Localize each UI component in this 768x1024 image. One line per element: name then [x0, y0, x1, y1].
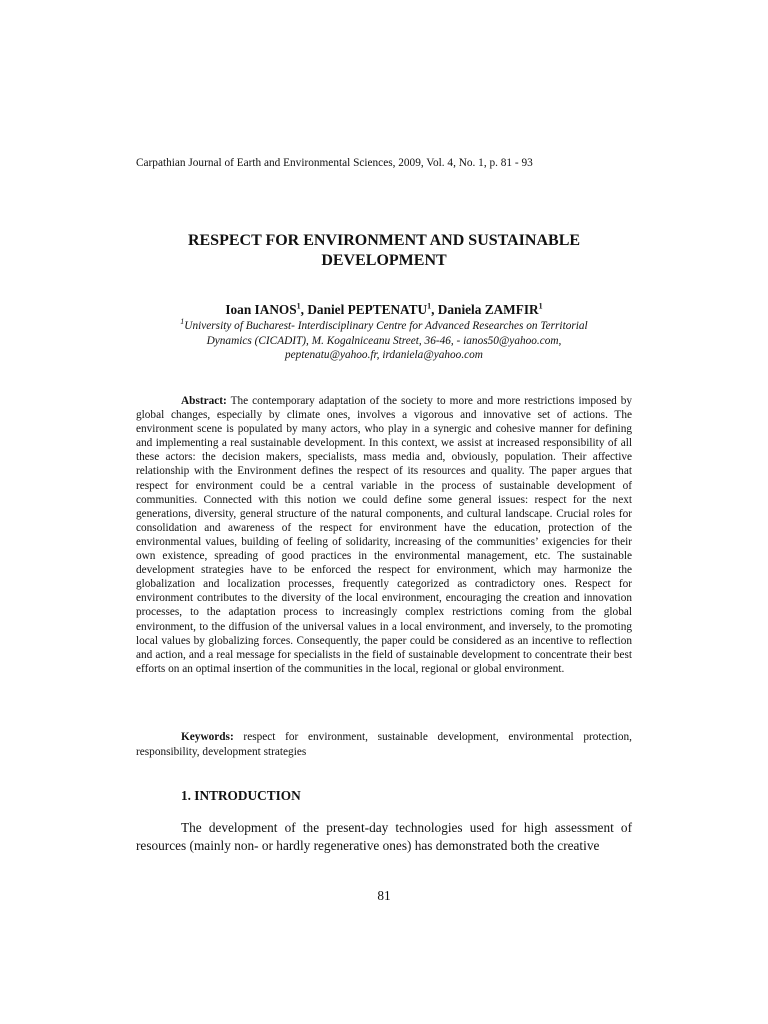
introduction-paragraph: The development of the present-day technologies used for high assessment of resources (mainly non- or hardly regenerative ones) has demonstrated both the creative [136, 820, 632, 853]
affiliation-text: University of Bucharest- Interdisciplinary Centre for Advanced Researches on Territorial [184, 320, 588, 332]
affiliation-mark: 1 [180, 317, 185, 327]
author-affiliation-mark: 1 [296, 301, 301, 311]
author-separator: , [431, 302, 438, 317]
abstract-label: Abstract: [181, 395, 227, 407]
author-affiliation-mark: 1 [427, 301, 432, 311]
author-name: Daniela ZAMFIR [437, 302, 539, 317]
affiliation [120, 319, 648, 363]
author-name: Daniel PEPTENATU [307, 302, 428, 317]
author-affiliation-mark: 1 [538, 301, 543, 311]
author-separator: , [300, 302, 308, 317]
keywords-label: Keywords: [181, 731, 234, 743]
affiliation-line-3: peptenatu@yahoo.fr, irdaniela@yahoo.com [285, 349, 483, 361]
journal-header: Carpathian Journal of Earth and Environmental Sciences, 2009, Vol. 4, No. 1, p. 81 - 93 [136, 157, 533, 169]
abstract [136, 394, 632, 676]
keywords-text: respect for environment, sustainable development, environmental protection, responsibility, development strategies [136, 731, 632, 758]
affiliation-line-1 [120, 319, 648, 334]
abstract-text: The contemporary adaptation of the society to more and more restrictions imposed by global changes, especially by climate ones, involves a vigorous and innovative set of actions. The environment scene is populated by many actors, who play in a synergic and cohesive manner for defining and implementing a real sustainable development. In this context, we assist at increased responsibility of all these actors: the decision makers, specialists, mass media and, obviously, population. Their affective relationship with the Environment defines the respect of its resources and quality. The paper argues that respect for environment could be a central variable in the process of sustainable development of communities. Connected with this notion we could define some general issues: respect for the next generations, diversity, general structure of the natural components, and cultural landscape. Crucial roles for consolidation and awareness of the respect for environment have the education, protection of the environmental values, building of feeling of solidarity, increasing of the communities’ exigencies for their own existence, spreading of good practices in the environmental management, etc. The sustainable development strategies have to be enforced the respect for environment, which may harmonize the globalization and localization processes, frequently categorized as contradictory ones. Respect for environment contributes to the diversity of the local environment, encouraging the creation and innovation processes, to the adaptation process to increasingly complex restrictions coming from the global environment, to the diffusion of the universal values in a local environment, and inversely, to the promoting local values by globalizing forces. Consequently, the paper could be considered as an incentive to reflection and action, and a real message for specialists in the field of sustainable development to concentrate their best efforts on an optimal insertion of the communities in the local, regional or global environment. [136, 395, 632, 675]
paper-title-line-1: RESPECT FOR ENVIRONMENT AND SUSTAINABLE [187, 232, 581, 249]
author-list [120, 301, 648, 319]
keywords [136, 730, 632, 759]
section-heading-introduction: 1. INTRODUCTION [181, 788, 301, 803]
paper-title [120, 231, 648, 271]
affiliation-line-2: Dynamics (CICADIT), M. Kogalniceanu Street, 36-46, - ianos50@yahoo.com, [206, 334, 562, 347]
page-number: 81 [377, 888, 391, 903]
author-name: Ioan IANOS [225, 302, 297, 317]
paper-title-line-2: DEVELOPMENT [321, 252, 447, 269]
